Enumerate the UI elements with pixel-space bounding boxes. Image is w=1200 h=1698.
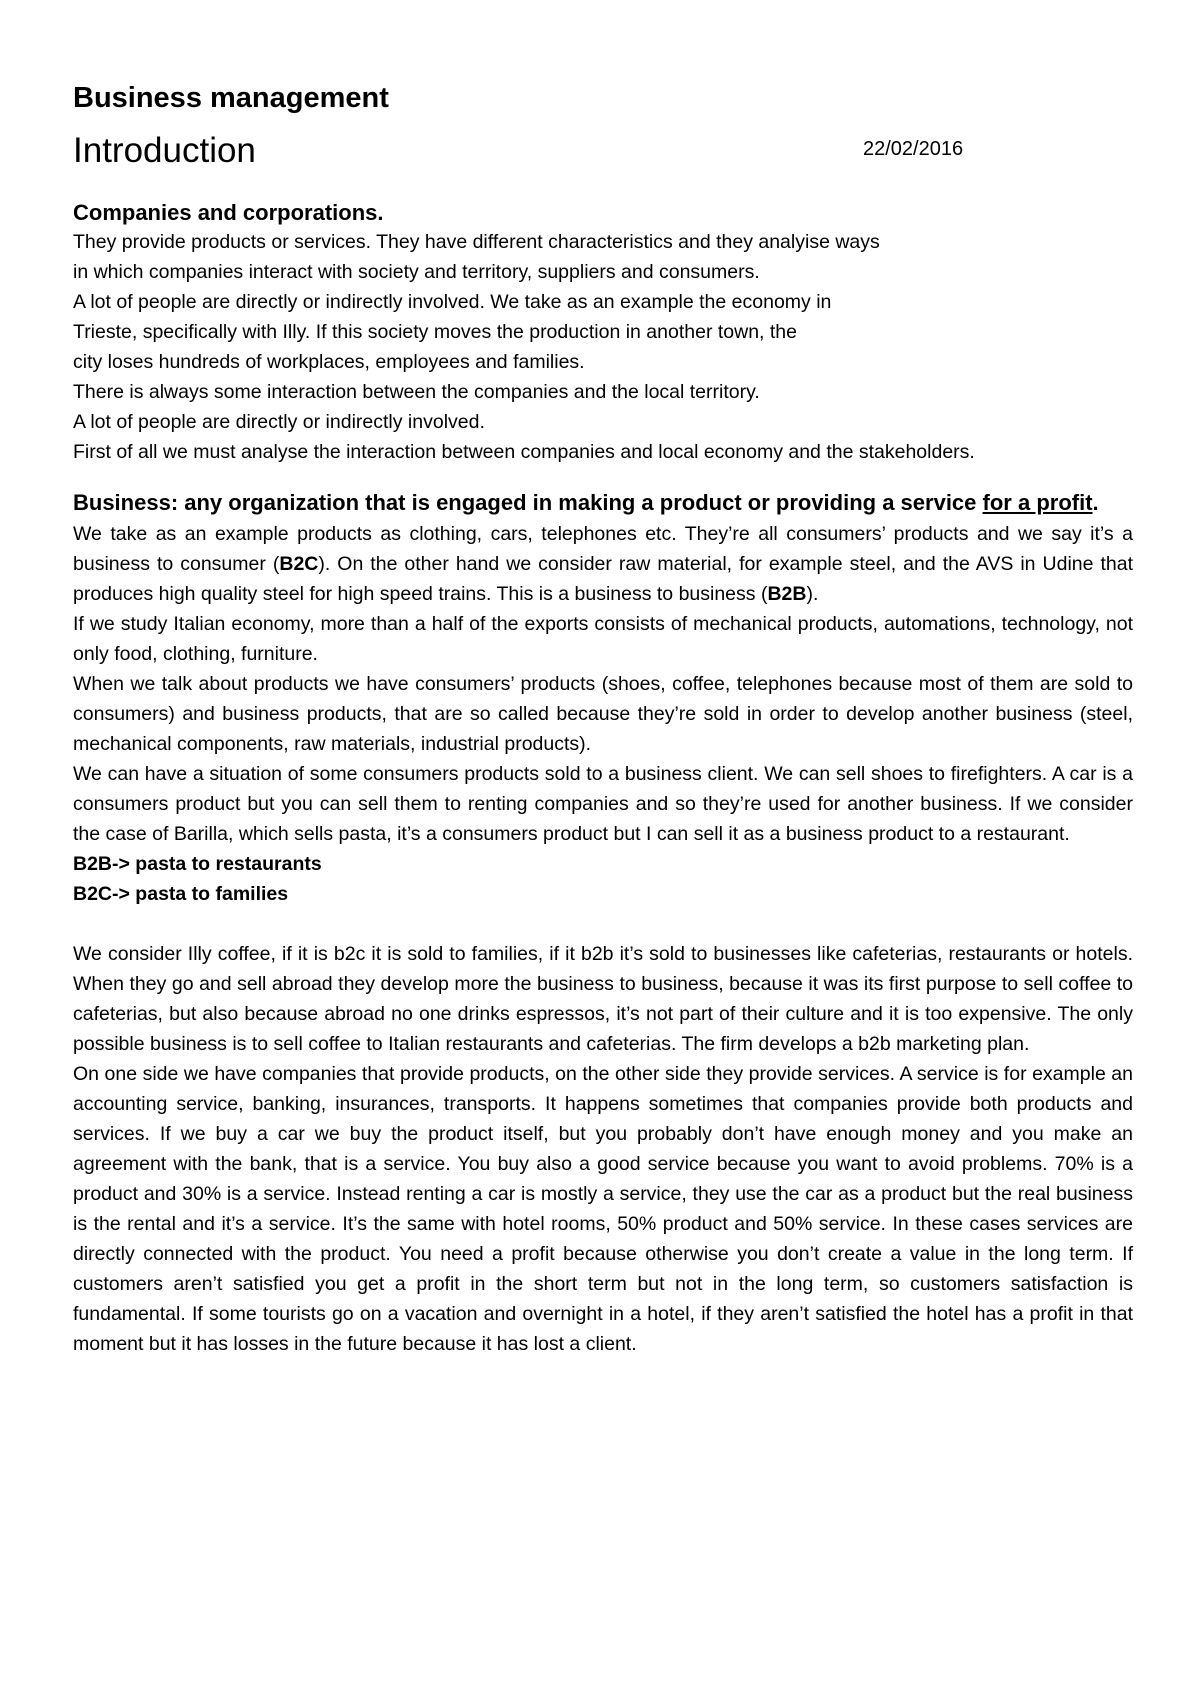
document-page xyxy=(73,78,1133,1359)
paragraph-italian-economy: If we study Italian economy, more than a half of the exports consists of mechanical products, automations, technology, not only food, clothing, furniture. xyxy=(73,613,1133,665)
paragraph-illy-coffee: We consider Illy coffee, if it is b2c it is sold to families, if it b2b it’s sold to businesses like cafeterias, restaurants or hotels. When they go and sell abroad they develop more the business to business, because it was its first purpose to sell coffee to cafeterias, but also because abroad no one drinks espressos, it’s not part of their culture and it is too expensive. The only possible business is to sell coffee to Italian restaurants and cafeterias. The firm develops a b2b marketing plan. xyxy=(73,943,1133,1055)
text-line: in which companies interact with society and territory, suppliers and consumers. xyxy=(73,261,760,283)
text-line: First of all we must analyse the interaction between companies and local economy and the stakeholders. xyxy=(73,441,975,463)
paragraph-consumer-to-business: We can have a situation of some consumers products sold to a business client. We can sell shoes to firefighters. A car is a consumers product but you can sell them to renting companies and so they’re used for another business. If we consider the case of Barilla, which sells pasta, it’s a consumers product but I can sell it as a business product to a restaurant. xyxy=(73,763,1133,845)
text-span: ). xyxy=(806,583,819,605)
business-definition-heading xyxy=(73,487,1133,519)
spacer xyxy=(73,909,1133,939)
text-line: They provide products or services. They have different characteristics and they analyise ways xyxy=(73,231,880,253)
introduction-row xyxy=(73,126,1133,176)
paragraph-products: When we talk about products we have consumers’ products (shoes, coffee, telephones because most of them are sold to consumers) and business products, that are so called because they’re sold in order to develop another business (steel, mechanical components, raw materials, industrial products). xyxy=(73,673,1133,755)
text-line: A lot of people are directly or indirectly involved. xyxy=(73,411,485,433)
business-heading-text: Business: any organization that is engaged in making a product or providing a service xyxy=(73,490,983,515)
companies-heading: Companies and corporations. xyxy=(73,200,384,225)
text-span: ). On the other hand we consider raw material, for example steel, and the AVS in Udine that produces high quality steel for high speed trains. This is a business to business ( xyxy=(73,553,1133,605)
document-title: Business management xyxy=(73,82,389,114)
b2c-example: B2C-> pasta to families xyxy=(73,883,289,905)
business-heading-end: . xyxy=(1092,490,1099,515)
business-heading-underlined: for a profit xyxy=(982,490,1093,515)
text-line: There is always some interaction between the companies and the local territory. xyxy=(73,381,760,403)
document-date: 22/02/2016 xyxy=(863,138,964,160)
paragraph-b2c-b2b xyxy=(73,519,1133,609)
text-line: city loses hundreds of workplaces, employees and families. xyxy=(73,351,585,373)
text-span: We take as an example products as clothing, cars, telephones etc. They’re all consumers’ products and we say it’s a business to consumer ( xyxy=(73,523,1133,575)
b2b-term: B2B xyxy=(767,583,807,605)
introduction-heading: Introduction xyxy=(73,131,256,170)
text-line: Trieste, specifically with Illy. If this society moves the production in another town, the xyxy=(73,321,797,343)
b2c-term: B2C xyxy=(279,553,319,575)
text-line: A lot of people are directly or indirectly involved. We take as an example the economy in xyxy=(73,291,832,313)
companies-paragraph xyxy=(73,227,1133,467)
paragraph-products-services: On one side we have companies that provide products, on the other side they provide services. A service is for example an accounting service, banking, insurances, transports. It happens sometimes that companies provide both products and services. If we buy a car we buy the product itself, but you probably don’t have enough money and you make an agreement with the bank, that is a service. You buy also a good service because you want to avoid problems. 70% is a product and 30% is a service. Instead renting a car is mostly a service, they use the car as a product but the real business is the rental and it’s a service. It’s the same with hotel rooms, 50% product and 50% service. In these cases services are directly connected with the product. You need a profit because otherwise you don’t create a value in the long term. If customers aren’t satisfied you get a profit in the short term but not in the long term, so customers satisfaction is fundamental. If some tourists go on a vacation and overnight in a hotel, if they aren’t satisfied the hotel has a profit in that moment but it has losses in the future because it has lost a client. xyxy=(73,1063,1133,1355)
b2b-example: B2B-> pasta to restaurants xyxy=(73,853,322,875)
